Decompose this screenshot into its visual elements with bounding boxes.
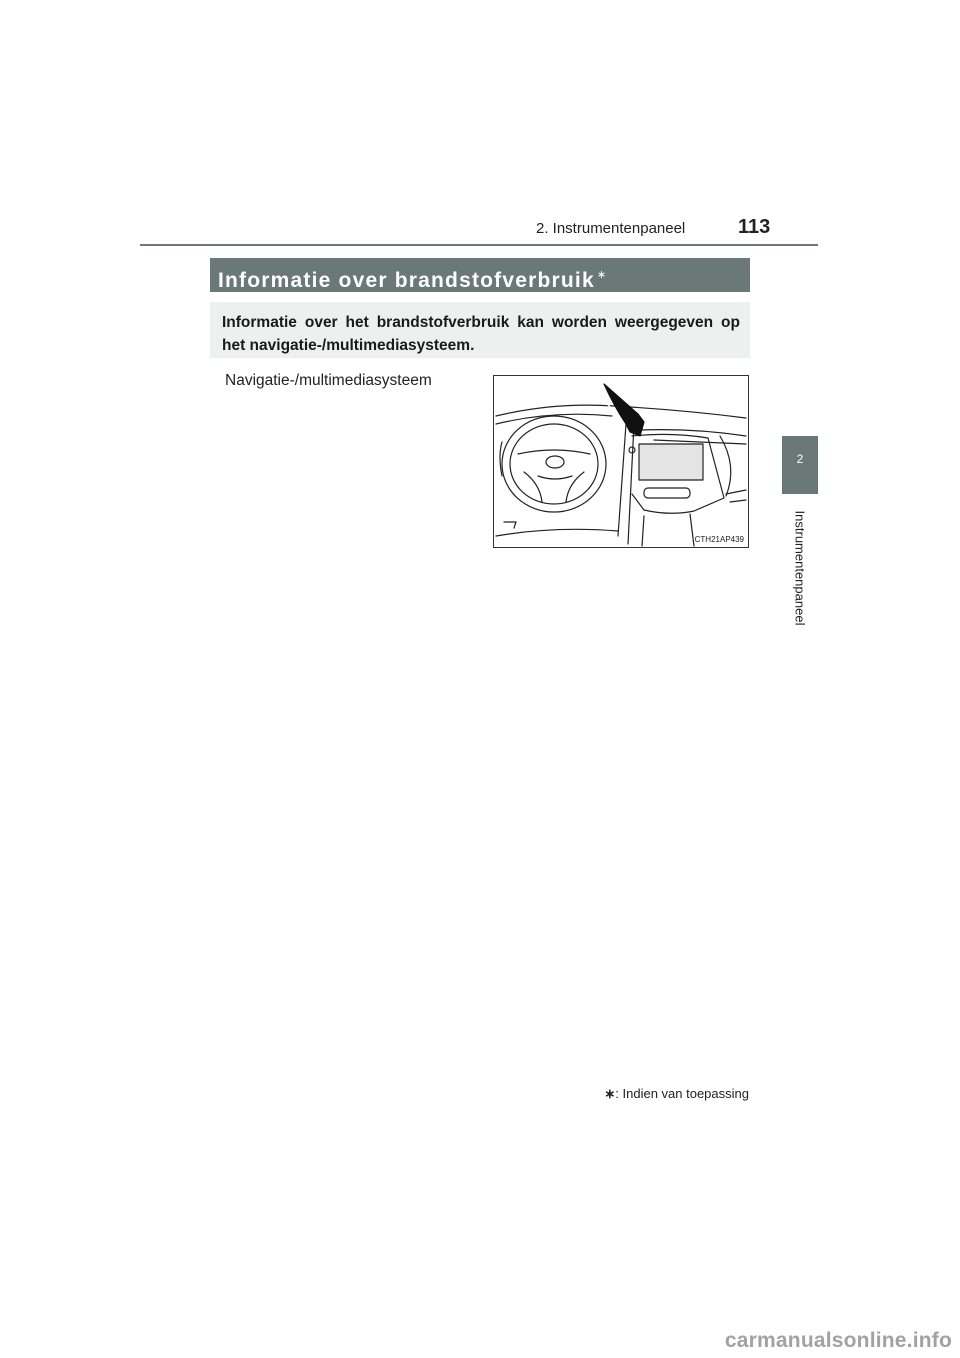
watermark: carmanualsonline.info: [724, 1329, 952, 1352]
footnote-text: : Indien van toepassing: [615, 1086, 749, 1101]
intro-box: [210, 302, 750, 358]
chapter-number: 2: [796, 452, 804, 466]
footnote: [604, 1086, 749, 1102]
header-divider: [140, 244, 818, 246]
page-number: 113: [738, 216, 771, 238]
figure-code: CTH21AP439: [694, 535, 744, 544]
dashboard-illustration-icon: [494, 376, 748, 547]
footnote-mark: ∗: [604, 1086, 616, 1101]
running-header-section: 2. Instrumentenpaneel: [536, 220, 686, 237]
item-label: Navigatie-/multimediasysteem: [225, 372, 432, 389]
intro-text: Informatie over het brandstofverbruik kan worden weergegeven op het navigatie-/multimediasysteem.: [222, 314, 740, 354]
applicability-mark: ∗: [596, 269, 608, 281]
chapter-tab-label: Instrumentenpaneel: [792, 510, 808, 626]
section-title: Informatie over brandstofverbruik: [218, 269, 595, 292]
chapter-tab: [782, 436, 818, 494]
section-title-bar: [210, 258, 750, 292]
dashboard-figure: [493, 375, 749, 548]
